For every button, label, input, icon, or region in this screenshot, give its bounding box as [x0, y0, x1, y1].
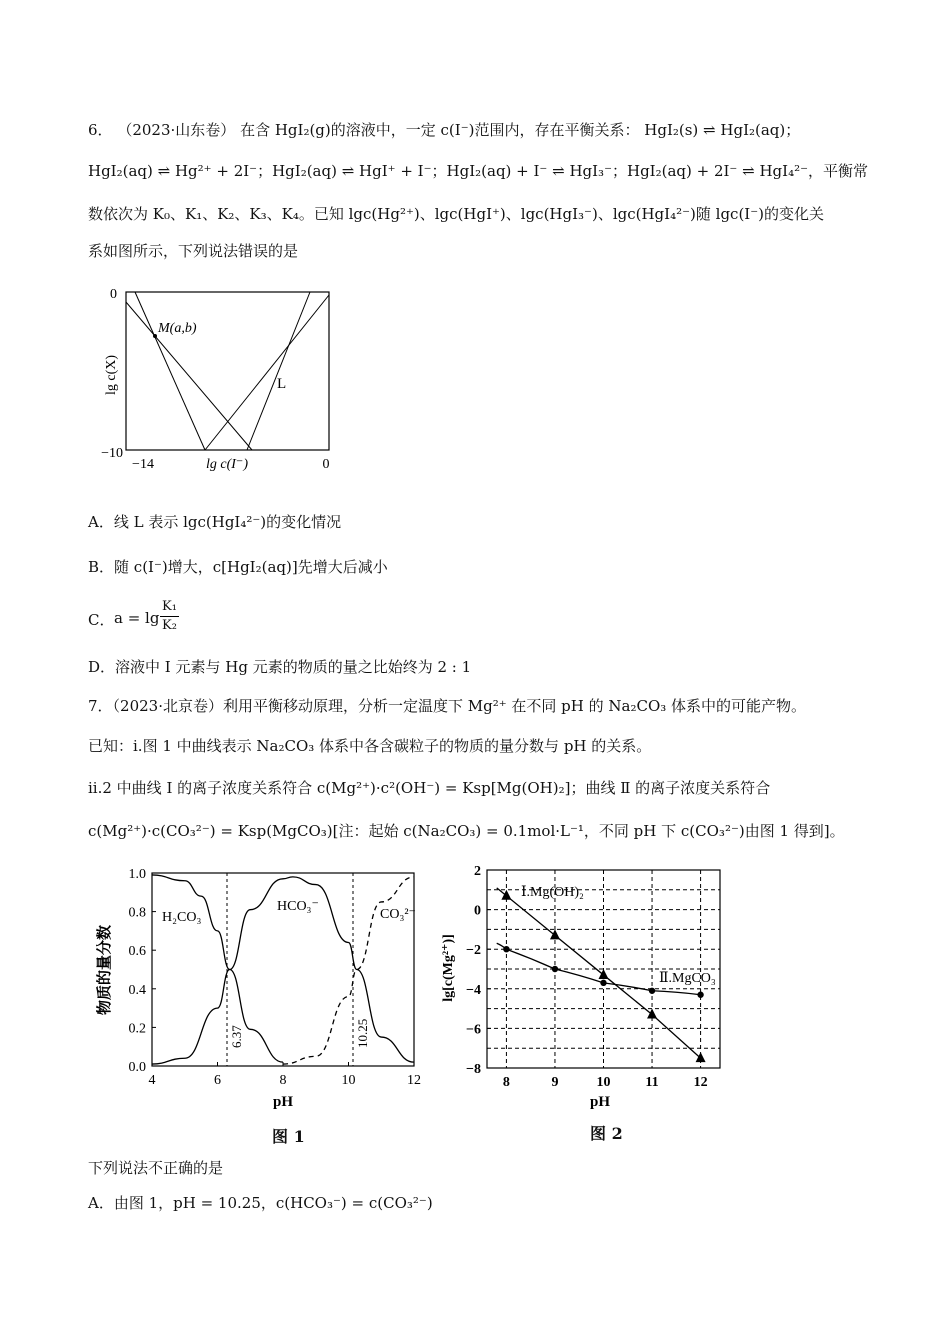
fig2-point-mgoh2 — [696, 1052, 706, 1062]
fig2-point-mgoh2 — [647, 1009, 657, 1019]
fig2-xtick-label: 11 — [645, 1075, 659, 1090]
q6-line4: 系如图所示，下列说法错误的是 — [88, 242, 299, 260]
q6-point-label: M(a,b) — [158, 321, 197, 336]
fig2-point-mgco3 — [697, 992, 703, 998]
fig2-point-mgco3 — [503, 946, 509, 952]
q7-fig1 — [92, 858, 432, 1120]
q7-line2: 已知：i.图 1 中曲线表示 Na₂CO₃ 体系中各含碳粒子的物质的量分数与 pH 的关系。 — [88, 737, 652, 755]
fig1-ytick-label: 0.8 — [128, 905, 146, 921]
fig1-label-co3: CO₃²⁻ — [380, 907, 416, 922]
q6-line3: 数依次为 K₀、K₁、K₂、K₃、K₄。已知 lgc(Hg²⁺)、lgc(HgI⁺)、lgc(HgI₃⁻)、lgc(HgI₄²⁻)随 lgc(I⁻)的变化关 — [88, 205, 824, 223]
q6-y-axis-label: lg c(X) — [104, 354, 119, 396]
q6-source: （2023·山东卷） — [117, 121, 236, 139]
q6-line-hgi4 — [247, 292, 310, 450]
fig1-y-label: 物质的量分数 — [97, 924, 113, 1016]
fig2-point-mgco3 — [600, 980, 606, 986]
q6-x-left: −14 — [132, 457, 154, 472]
fig2-point-mgoh2 — [550, 929, 560, 939]
fig2-point-mgco3 — [552, 966, 558, 972]
fig1-label-hco3: HCO₃⁻ — [277, 899, 319, 914]
fig1-x-label: pH — [272, 1094, 294, 1110]
q6-y-top: 0 — [110, 287, 117, 302]
fig2-ytick-label: 2 — [474, 864, 481, 879]
q6-line1 — [88, 119, 800, 141]
fig1-vlabel-2: 10.25 — [355, 1018, 370, 1048]
fig1-vlabel-1: 6.37 — [229, 1025, 244, 1048]
fig2-point-mgoh2 — [501, 890, 511, 900]
fig1-xtick-label: 10 — [341, 1073, 356, 1088]
q7-stem: 下列说法不正确的是 — [88, 1159, 224, 1177]
q6-option-b: B．随 c(I⁻)增大，c[HgI₂(aq)]先增大后减小 — [88, 558, 388, 576]
fig1-xtick-label: 12 — [407, 1073, 421, 1088]
q6-line-label: L — [277, 376, 287, 392]
q7-line4: c(Mg²⁺)·c(CO₃²⁻) = Ksp(MgCO₃)[注：起始 c(Na₂CO₃) = 0.1mol·L⁻¹，不同 pH 下 c(CO₃²⁻)由图 1 得到]。 — [88, 822, 845, 840]
q6-y-bottom: −10 — [101, 446, 123, 461]
fig2-x-label: pH — [589, 1094, 611, 1110]
fig1-caption: 图 1 — [272, 1127, 305, 1146]
fig2-xtick-label: 9 — [551, 1075, 559, 1090]
q6-line2: HgI₂(aq) ⇌ Hg²⁺ + 2I⁻；HgI₂(aq) ⇌ HgI⁺ + I⁻；HgI₂(aq) + I⁻ ⇌ HgI₃⁻；HgI₂(aq) + 2I⁻ ⇌ HgI₄²⁻，平衡常 — [88, 162, 869, 180]
q6-num: 6． — [88, 121, 113, 139]
q6-option-c-fraction — [160, 598, 179, 635]
fig1-xtick-label: 8 — [279, 1073, 287, 1088]
fig2-curve1-label: Ⅰ.Mg(OH)₂ — [521, 885, 584, 900]
q6-line-hgi — [135, 292, 205, 450]
fig1-ytick-label: 0.0 — [128, 1060, 146, 1075]
q6-option-a: A．线 L 表示 lgc(HgI₄²⁻)的变化情况 — [88, 513, 342, 531]
q6-option-c-lhs: a = lg — [114, 609, 160, 627]
fig1-ytick-label: 0.4 — [128, 982, 146, 998]
q6-option-c-num: K₁ — [160, 598, 179, 617]
fig2-caption: 图 2 — [590, 1124, 623, 1143]
fig2-xtick-label: 10 — [596, 1075, 611, 1090]
fig2-point-mgoh2 — [599, 969, 609, 979]
q6-option-d: D．溶液中 I 元素与 Hg 元素的物质的量之比始终为 2 : 1 — [88, 658, 472, 676]
q6-point-m — [153, 334, 157, 338]
q6-eq1: HgI₂(s) ⇌ HgI₂(aq)； — [644, 121, 801, 139]
q6-graph — [95, 280, 345, 475]
fig1-ytick-label: 1.0 — [128, 867, 146, 882]
q6-x-right: 0 — [322, 457, 330, 472]
q6-intro: 在含 HgI₂(g)的溶液中，一定 c(I⁻)范围内，存在平衡关系： — [240, 121, 640, 139]
fig1-ytick-label: 0.2 — [128, 1021, 146, 1037]
fig1-xtick-label: 6 — [214, 1073, 221, 1088]
q6-line-hgi3 — [205, 295, 329, 450]
fig2-ytick-label: −6 — [466, 1022, 481, 1038]
fig1-curve-h2co3 — [152, 875, 283, 1062]
fig2-y-label: lg[c(Mg²⁺)] — [441, 934, 456, 1002]
q7-fig2 — [437, 858, 727, 1120]
q6-option-c-den: K₂ — [162, 618, 177, 633]
fig2-ytick-label: −8 — [466, 1062, 481, 1077]
q6-option-c-prefix: C． — [88, 611, 115, 629]
fig2-curve2-label: Ⅱ.MgCO₃ — [659, 971, 716, 986]
q7-option-a: A．由图 1，pH = 10.25，c(HCO₃⁻) = c(CO₃²⁻) — [88, 1194, 433, 1212]
fig1-label-h2co3: H₂CO₃ — [162, 910, 202, 925]
fig2-ytick-label: 0 — [474, 903, 481, 919]
q6-x-axis-label: lg c(I⁻) — [206, 457, 248, 472]
fig1-ytick-label: 0.6 — [128, 944, 146, 960]
q7-line1: 7．（2023·北京卷）利用平衡移动原理，分析一定温度下 Mg²⁺ 在不同 pH 的 Na₂CO₃ 体系中的可能产物。 — [88, 697, 807, 715]
fig2-ytick-label: −4 — [466, 982, 481, 998]
fig2-ytick-label: −2 — [466, 943, 481, 959]
fig2-xtick-label: 12 — [693, 1075, 708, 1090]
fig1-xtick-label: 4 — [148, 1073, 156, 1088]
fig2-xtick-label: 8 — [502, 1075, 510, 1090]
fig2-point-mgco3 — [649, 988, 655, 994]
q7-line3: ii.2 中曲线 Ⅰ 的离子浓度关系符合 c(Mg²⁺)·c²(OH⁻) = Ksp[Mg(OH)₂]；曲线 Ⅱ 的离子浓度关系符合 — [88, 779, 771, 797]
